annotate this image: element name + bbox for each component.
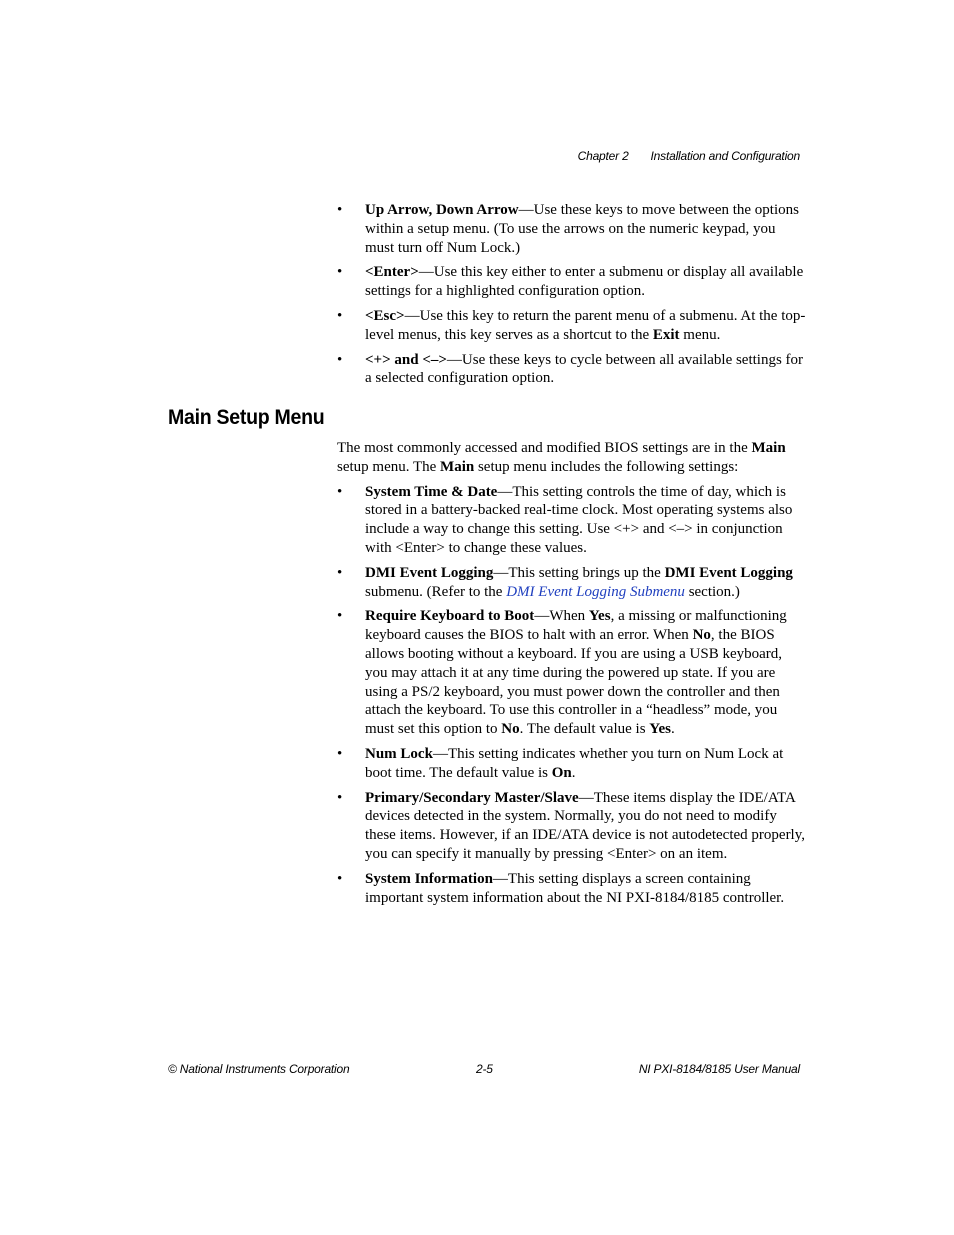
description: —Use these keys to cycle between all available settings for a selected configuration option.: [365, 351, 804, 387]
page-number: 2-5: [476, 1062, 493, 1076]
list-item: [337, 483, 807, 558]
description: section.): [684, 583, 740, 600]
key-list: [337, 201, 807, 388]
value-on: On: [551, 764, 572, 781]
list-item: [337, 789, 807, 864]
settings-list: [337, 483, 807, 908]
intro-bold: Main: [751, 440, 786, 456]
description: —When: [534, 608, 589, 625]
value-yes: Yes: [588, 608, 611, 625]
bullet-icon: •: [337, 351, 343, 368]
value-no: No: [501, 721, 520, 738]
value-no: No: [692, 627, 711, 644]
dmi-submenu-link[interactable]: DMI Event Logging Submenu: [506, 583, 685, 600]
value-yes: Yes: [649, 721, 671, 738]
page-header: [578, 149, 800, 163]
main-setup-section: [337, 439, 807, 913]
list-item: [337, 607, 807, 739]
term: Require Keyboard to Boot: [365, 608, 535, 625]
term: <Esc>: [365, 307, 405, 324]
term: Num Lock: [365, 745, 433, 762]
list-item: [337, 263, 807, 301]
term: DMI Event Logging: [365, 564, 494, 581]
intro-text: setup menu includes the following settings:: [474, 458, 739, 475]
description: —This setting displays a screen containing important system information about the NI PXI-8184/8185 controller.: [365, 870, 785, 906]
term: Primary/Secondary Master/Slave: [365, 789, 579, 806]
bullet-icon: •: [337, 264, 343, 281]
bullet-icon: •: [337, 202, 343, 218]
description: —This setting controls the time of day, which is stored in a battery-backed real-time clock. Most operating systems also include a way to change this setting. Use <+> and <–> in conjunction with <Enter> to change these values.: [365, 483, 793, 556]
description: . The default value is: [519, 721, 650, 738]
description: , a missing or malfunctioning keyboard causes the BIOS to halt with an error. When: [365, 608, 787, 644]
header-title: Installation and Configuration: [650, 149, 800, 163]
list-item: [337, 201, 807, 257]
list-item: [337, 870, 807, 908]
description-end: menu.: [679, 326, 721, 343]
bullet-icon: •: [337, 608, 343, 625]
list-item: [337, 745, 807, 783]
section-heading: Main Setup Menu: [168, 406, 325, 429]
bullet-icon: •: [337, 564, 343, 581]
key-list-section: [337, 201, 807, 394]
description: —This setting indicates whether you turn on Num Lock at boot time. The default value is: [365, 745, 784, 781]
bullet-icon: •: [337, 870, 343, 887]
bullet-icon: •: [337, 307, 343, 324]
description: , the BIOS allows booting without a keyboard. If you are using a USB keyboard, you may attach it at any time during the powered up state. If you are using a PS/2 keyboard, you must power down the controller and then attach the keyboard. To use this controller in a “headless” mode, you must set this option to: [365, 627, 783, 738]
description: —Use this key either to enter a submenu or display all available settings for a highlighted configuration option.: [365, 264, 804, 300]
term: System Time & Date: [365, 483, 498, 500]
intro-text: setup menu. The: [337, 458, 441, 475]
bullet-icon: •: [337, 483, 343, 500]
term-ref: DMI Event Logging: [664, 564, 793, 581]
intro-paragraph: [337, 439, 807, 477]
term-exit: Exit: [652, 326, 680, 343]
description: .: [571, 764, 576, 781]
description: —This setting brings up the: [493, 564, 665, 581]
list-item: [337, 564, 807, 602]
list-item: [337, 351, 807, 389]
description: submenu. (Refer to the: [365, 583, 507, 600]
header-chapter: Chapter 2: [577, 149, 629, 163]
description: .: [670, 721, 675, 738]
description: —These items display the IDE/ATA devices detected in the system. Normally, you do not need to modify these items. However, if an IDE/ATA device is not autodetected properly, you can specify it manually by pressing <Enter> on an item.: [365, 789, 806, 862]
intro-bold: Main: [440, 458, 475, 475]
footer-copyright: © National Instruments Corporation: [168, 1062, 350, 1076]
bullet-icon: •: [337, 745, 343, 762]
term: System Information: [365, 870, 493, 887]
intro-text: The most commonly accessed and modified BIOS settings are in the: [337, 440, 752, 456]
term: <+> and <–>: [365, 351, 447, 368]
term: <Enter>: [365, 264, 419, 281]
list-item: [337, 307, 807, 345]
footer-manual-title: NI PXI-8184/8185 User Manual: [638, 1062, 800, 1076]
description: —Use this key to return the parent menu of a submenu. At the top-level menus, this key serves as a shortcut to the: [365, 307, 806, 343]
description: —Use these keys to move between the options within a setup menu. (To use the arrows on the numeric keypad, you must turn off Num Lock.): [365, 202, 799, 256]
term: Up Arrow, Down Arrow: [365, 202, 519, 218]
bullet-icon: •: [337, 789, 343, 806]
